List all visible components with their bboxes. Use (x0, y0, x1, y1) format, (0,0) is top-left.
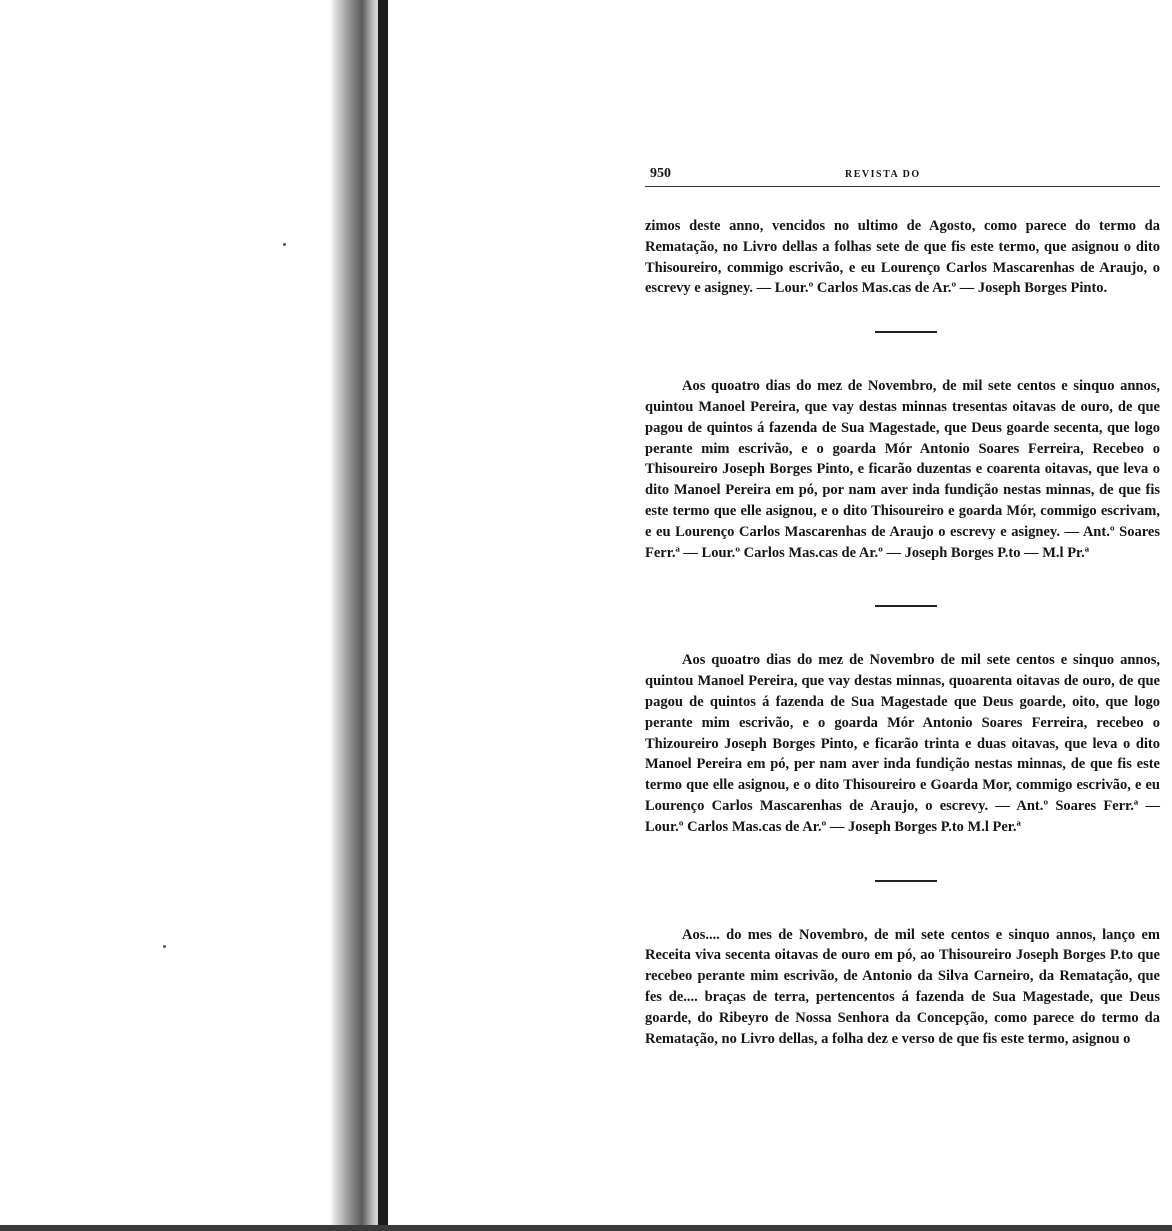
right-page (645, 160, 1160, 1049)
paper-speck (283, 243, 286, 246)
running-head (645, 160, 1160, 187)
paragraph-continued: zimos deste anno, vencidos no ultimo de Agosto, como parece do termo da Rematação, no Livro dellas a folhas sete de que fis este termo, que asignou o dito Thisoureiro, commigo escrivão, e eu Lourenço Carlos Mascarenhas de Araujo, o escrevy e asigney. — Lour.º Carlos Mas.cas de Ar.º — Joseph Borges Pinto. (645, 218, 1160, 297)
running-title: REVISTA DO (845, 169, 921, 180)
page-number: 950 (650, 166, 671, 181)
page-bottom-edge (0, 1225, 1172, 1231)
paragraph: Aos quoatro dias do mez de Novembro, de mil sete centos e sinquo annos, quintou Manoel Pereira, que vay destas minnas tresentas oitavas de ouro, de que pagou de quintos á fazenda de Sua Magestade, que Deus goarde secenta, que logo perante mim escrivão, e o goarda Mór Antonio Soares Ferreira, Recebeo o Thisoureiro Joseph Borges Pinto, e ficarão duzentas e coarenta oitavas, que leva o dito Manoel Pereira em pó, por nam aver inda fundição nestas minnas, de que fis este termo que elle asignou, e o dito Thisoureiro e goarda Mór, commigo escrivam, e eu Lourenço Carlos Mascarenhas de Araujo o escrevy e asigney. — Ant.º Soares Ferr.ª — Lour.º Carlos Mas.cas de Ar.º — Joseph Borges P.to — M.l Pr.ª (645, 378, 1160, 561)
paragraph: Aos.... do mes de Novembro, de mil sete centos e sinquo annos, lanço em Receita viva secenta oitavas de ouro em pó, ao Thisoureiro Joseph Borges P.to que recebeo perante mim escrivão, de Antonio da Silva Carneiro, da Rematação, que fes de.... braças de terra, pertencentos á fazenda de Sua Magestade, que Deus goarde, do Ribeyro de Nossa Senhora da Concepção, como parece do termo da Rematação, no Livro dellas, a folha dez e verso de que fis este termo, asignou o (645, 926, 1160, 1047)
section-separator (875, 605, 937, 607)
book-gutter-shadow (330, 0, 400, 1231)
paper-speck (163, 945, 166, 948)
section-separator (875, 331, 937, 333)
section-separator (875, 880, 937, 882)
left-page-blank (0, 0, 330, 1231)
paragraph: Aos quoatro dias do mez de Novembro de mil sete centos e sinquo annos, quintou Manoel Pereira, que vay destas minnas, quoarenta oitavas de ouro, de que pagou de quintos á fazenda de Sua Magestade que Deus goarde, oito, que logo perante mim escrivão, e o goarda Mór Antonio Soares Ferreira, recebeo o Thizoureiro Joseph Borges Pinto, e ficarão trinta e duas oitavas, que leva o dito Manoel Pereira em pó, per nam aver inda fundição nestas minnas, de que fis este termo que elle asignou, e o dito Thisoureiro e Goarda Mor, commigo escrivão, e eu Lourenço Carlos Mascarenhas de Araujo, o escrevy. — Ant.º Soares Ferr.ª — Lour.º Carlos Mas.cas de Ar.º — Joseph Borges P.to M.l Per.ª (645, 652, 1160, 835)
book-spine (378, 0, 388, 1231)
